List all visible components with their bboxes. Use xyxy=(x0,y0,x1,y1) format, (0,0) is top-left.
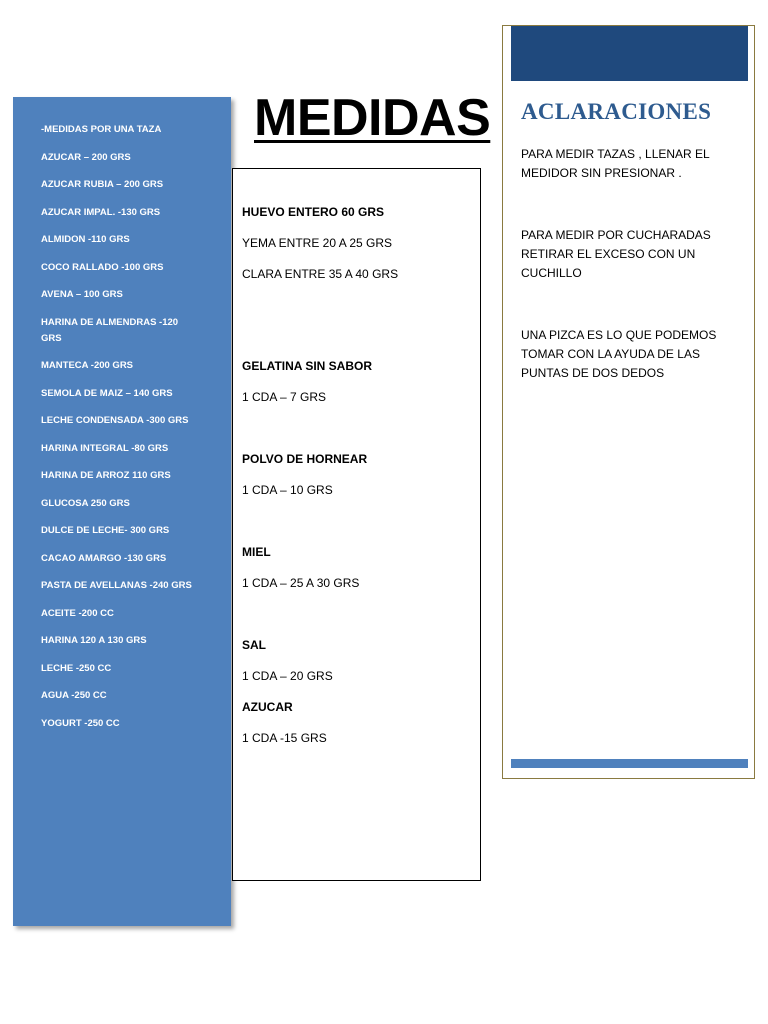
aclaraciones-heading: ACLARACIONES xyxy=(521,99,712,124)
list-item: PASTA DE AVELLANAS -240 GRS xyxy=(41,580,192,591)
list-item: AZUCAR RUBIA – 200 GRS xyxy=(41,179,164,190)
miel-heading: MIEL xyxy=(242,545,271,559)
list-item: HARINA 120 A 130 GRS xyxy=(41,635,147,646)
list-item: LECHE -250 CC xyxy=(41,662,112,674)
panel-footer-bar xyxy=(511,759,748,768)
list-item: HARINA INTEGRAL -80 GRS xyxy=(41,442,169,454)
polvo-heading: POLVO DE HORNEAR xyxy=(242,452,368,466)
list-item: HARINA DE ARROZ 110 GRS xyxy=(41,470,171,481)
azucar-heading: AZUCAR xyxy=(242,700,293,714)
azucar-value: 1 CDA -15 GRS xyxy=(242,731,327,745)
huevo-heading: HUEVO ENTERO 60 GRS xyxy=(242,205,385,219)
list-item: AZUCAR IMPAL. -130 GRS xyxy=(41,206,161,218)
polvo-value: 1 CDA – 10 GRS xyxy=(242,483,333,497)
cup-measures-list xyxy=(41,122,201,743)
list-item: AGUA -250 CC xyxy=(41,690,107,701)
sal-value: 1 CDA – 20 GRS xyxy=(242,669,333,683)
measures-sidebar xyxy=(13,97,231,926)
gelatina-value: 1 CDA – 7 GRS xyxy=(242,390,327,404)
aclaraciones-panel xyxy=(502,25,755,779)
list-item: AVENA – 100 GRS xyxy=(41,289,123,300)
note-tazas: PARA MEDIR TAZAS , LLENAR EL MEDIDOR SIN PRESIONAR . xyxy=(521,147,710,180)
list-item: COCO RALLADO -100 GRS xyxy=(41,261,164,273)
list-item: DULCE DE LECHE- 300 GRS xyxy=(41,525,170,536)
clara-text: CLARA ENTRE 35 A 40 GRS xyxy=(242,267,399,281)
panel-header-bar xyxy=(511,26,748,81)
sal-heading: SAL xyxy=(242,638,266,652)
list-item: LECHE CONDENSADA -300 GRS xyxy=(41,415,189,426)
list-item: AZUCAR – 200 GRS xyxy=(41,151,131,163)
list-item: YOGURT -250 CC xyxy=(41,717,120,729)
note-cucharadas: PARA MEDIR POR CUCHARADAS RETIRAR EL EXCESO CON UN CUCHILLO xyxy=(521,228,711,280)
list-item: SEMOLA DE MAIZ – 140 GRS xyxy=(41,387,173,399)
list-item: ACEITE -200 CC xyxy=(41,607,114,619)
list-item: GLUCOSA 250 GRS xyxy=(41,497,130,509)
list-item: MANTECA -200 GRS xyxy=(41,360,134,371)
list-item: HARINA DE ALMENDRAS -120 GRS xyxy=(41,316,179,344)
list-item: CACAO AMARGO -130 GRS xyxy=(41,552,167,564)
list-item: ALMIDON -110 GRS xyxy=(41,234,130,245)
note-pizca: UNA PIZCA ES LO QUE PODEMOS TOMAR CON LA AYUDA DE LAS PUNTAS DE DOS DEDOS xyxy=(521,328,717,380)
page-title: MEDIDAS xyxy=(254,89,491,147)
spoon-measures-box xyxy=(232,168,481,881)
miel-value: 1 CDA – 25 A 30 GRS xyxy=(242,576,360,590)
yema-text: YEMA ENTRE 20 A 25 GRS xyxy=(242,236,393,250)
list-item: -MEDIDAS POR UNA TAZA xyxy=(41,124,162,135)
gelatina-heading: GELATINA SIN SABOR xyxy=(242,359,373,373)
